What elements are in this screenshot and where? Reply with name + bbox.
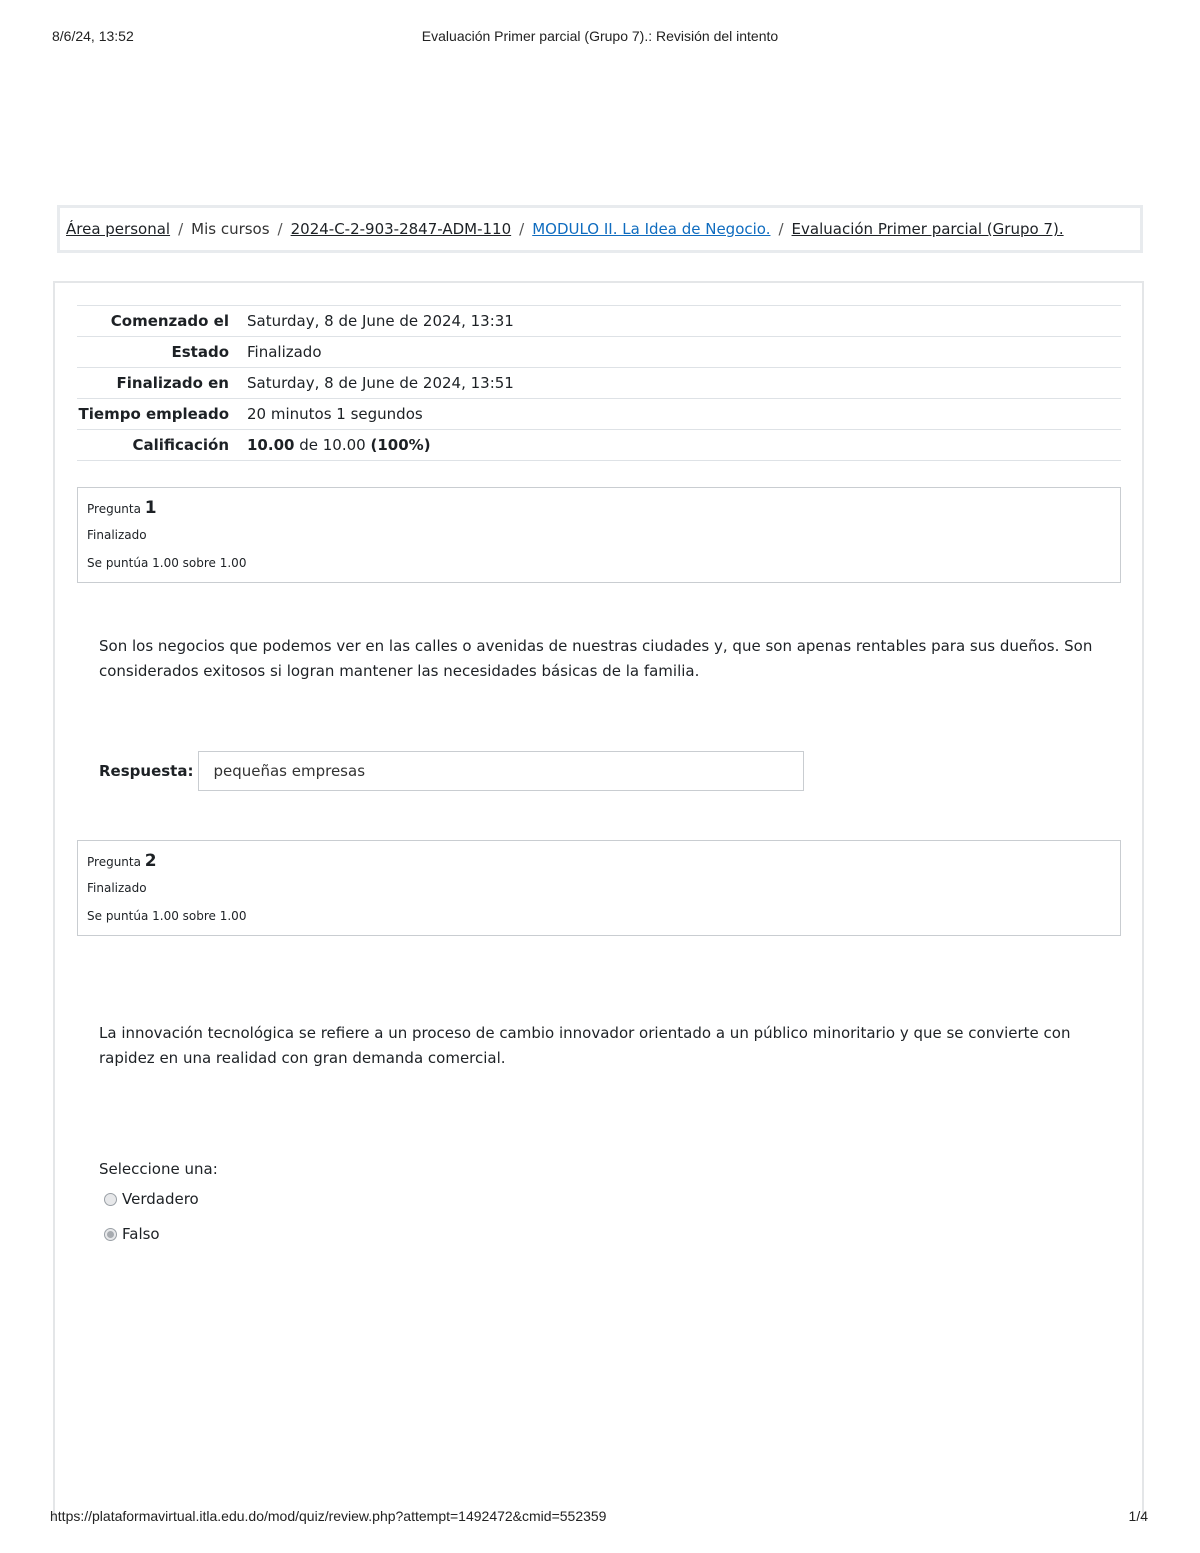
summary-row-started [77,306,1121,337]
question-prefix: Pregunta [87,855,141,869]
summary-row-state [77,337,1121,368]
breadcrumb-mis-cursos: Mis cursos [191,220,270,238]
grade-connector: de [299,436,318,454]
option-verdadero[interactable] [104,1190,199,1208]
question-1-info [77,487,1121,583]
question-number: 1 [144,498,157,518]
summary-value: Finalizado [247,343,322,361]
question-2-info [77,840,1121,936]
summary-row-time-taken [77,399,1121,430]
grade-score: 10.00 [247,436,295,454]
breadcrumb-separator: / [178,220,184,238]
grade-value [241,430,1121,461]
grade-percent: (100%) [370,436,431,454]
summary-label: Estado [171,343,229,361]
option-falso[interactable] [104,1225,160,1243]
breadcrumb-separator: / [778,220,784,238]
question-2-text: La innovación tecnológica se refiere a un proceso de cambio innovador orientado a un público minoritario y que se convierte con rapidez en una realidad con gran demanda comercial. [99,1024,1071,1067]
question-prefix: Pregunta [87,502,141,516]
option-label: Falso [122,1225,160,1243]
radio-unchecked-icon[interactable] [104,1193,117,1206]
breadcrumb-module[interactable]: MODULO II. La Idea de Negocio. [532,220,771,238]
breadcrumb-course[interactable]: 2024-C-2-903-2847-ADM-110 [290,220,512,238]
breadcrumb-separator: / [519,220,525,238]
question-title [87,496,1111,521]
summary-value: 20 minutos 1 segundos [247,405,423,423]
question-1-answer-row [99,751,804,791]
attempt-summary-table [77,305,1121,461]
summary-label: Tiempo empleado [78,405,229,423]
radio-checked-icon[interactable] [104,1228,117,1241]
summary-label: Finalizado en [116,374,229,392]
print-page-title: Evaluación Primer parcial (Grupo 7).: Revisión del intento [421,28,779,44]
summary-label: Calificación [132,436,229,454]
question-title [87,849,1111,874]
option-label: Verdadero [122,1190,199,1208]
question-grade: Se puntúa 1.00 sobre 1.00 [87,909,247,923]
answer-label: Respuesta: [99,762,194,780]
summary-value: Saturday, 8 de June de 2024, 13:51 [247,374,514,392]
grade-max: 10.00 [322,436,366,454]
answer-field[interactable]: pequeñas empresas [198,751,804,791]
print-url: https://plataformavirtual.itla.edu.do/mod/quiz/review.php?attempt=1492472&cmid=552359 [50,1508,607,1524]
breadcrumb [57,205,1143,253]
summary-row-grade [77,430,1121,461]
breadcrumb-separator: / [277,220,283,238]
question-1-text: Son los negocios que podemos ver en las calles o avenidas de nuestras ciudades y, que son apenas rentables para sus dueños. Son considerados exitosos si logran mantener las necesidades básicas de la familia. [99,637,1093,680]
summary-label: Comenzado el [110,312,229,330]
question-state: Finalizado [87,528,147,542]
breadcrumb-quiz[interactable]: Evaluación Primer parcial (Grupo 7). [791,220,1064,238]
question-grade: Se puntúa 1.00 sobre 1.00 [87,556,247,570]
breadcrumb-area-personal[interactable]: Área personal [66,220,171,238]
summary-value: Saturday, 8 de June de 2024, 13:31 [247,312,514,330]
select-one-label: Seleccione una: [99,1160,218,1178]
summary-row-finished [77,368,1121,399]
print-datetime: 8/6/24, 13:52 [52,28,134,44]
question-number: 2 [144,851,157,871]
question-state: Finalizado [87,881,147,895]
print-page-number: 1/4 [1128,1508,1148,1524]
